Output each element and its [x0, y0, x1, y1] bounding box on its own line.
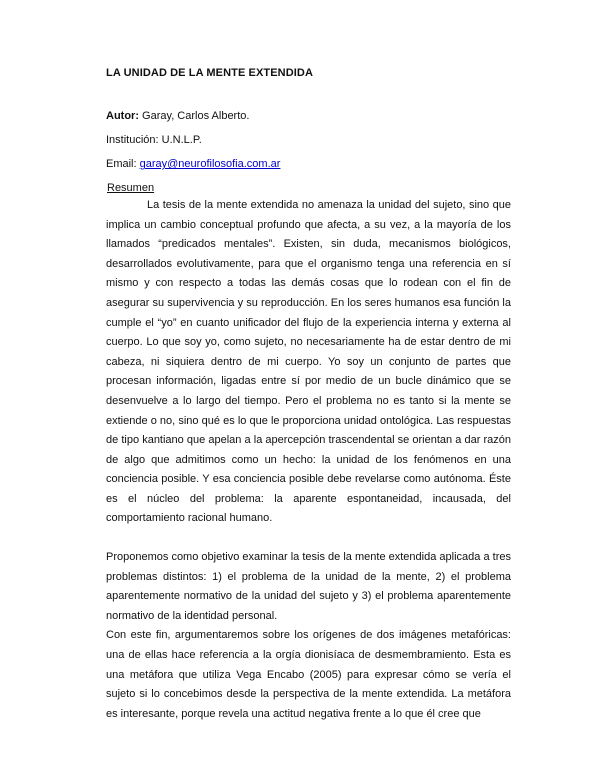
abstract-paragraph: La tesis de la mente extendida no amenaza la unidad del sujeto, sino que implica un cambio conceptual profundo que afecta, a su vez, a la mayoría de los llamados “predicados mentales”. Existen, sin duda, mecanismos biológicos, desarrollados evolutivamente, para que el organismo tenga una referencia en sí mismo y con respecto a todas las demás cosas que lo rodean con el fin de asegurar su supervivencia y su reproducción. En los seres humanos esa función la cumple el “yo” en cuanto unificador del flujo de la experiencia interna y externa al cuerpo. Lo que soy yo, como sujeto, no necesariamente ha de estar dentro de mi cabeza, ni siquiera dentro de mi cuerpo. Yo soy un conjunto de partes que procesan información, ligadas entre sí por medio de un bucle dinámico que se desenvuelve a lo largo del tiempo. Pero el problema no es tanto si la mente se extiende o no, sino qué es lo que le proporciona unidad ontológica. Las respuestas de tipo kantiano que apelan a la apercepción trascendental se orientan a dar razón de algo que admitimos como un hecho: la unidad de los fenómenos en una conciencia posible. Y esa conciencia posible debe revelarse como autónoma. Éste es el núcleo del problema: la aparente espontaneidad, incausada, del comportamiento racional humano.	[106, 198, 511, 525]
body-paragraph-objective: Proponemos como objetivo examinar la tesis de la mente extendida aplicada a tres problemas distintos: 1) el problema de la unidad de la mente, 2) el problema aparentemente normativo de la unidad del sujeto y 3) el problema aparentemente normativo de la identidad personal.	[106, 551, 511, 622]
document-title: LA UNIDAD DE LA MENTE EXTENDIDA	[106, 67, 314, 79]
paragraph-spacer	[106, 529, 511, 548]
body-paragraph-metaphors: Con este fin, argumentaremos sobre los orígenes de dos imágenes metafóricas: una de ellas hace referencia a la orgía dionisíaca de desmembramiento. Esta es una metáfora que utiliza Vega Encabo (2005) para expresar cómo se vería el sujeto si lo concebimos desde la perspectiva de la mente extendida. La metáfora es interesante, porque revela una actitud negativa frente a lo que él cree que	[106, 629, 511, 720]
email-line	[106, 155, 511, 175]
institution-line	[106, 131, 511, 151]
email-label: Email:	[106, 158, 140, 171]
document-page	[106, 64, 511, 724]
author-value: Garay, Carlos Alberto.	[139, 109, 250, 122]
institution-label: Institución:	[106, 133, 162, 146]
author-label: Autor:	[106, 109, 139, 122]
abstract-heading: Resumen	[107, 181, 155, 194]
email-link[interactable]: garay@neurofilosofia.com.ar	[139, 158, 281, 171]
author-line	[106, 107, 511, 127]
institution-value: U.N.L.P.	[161, 133, 202, 146]
